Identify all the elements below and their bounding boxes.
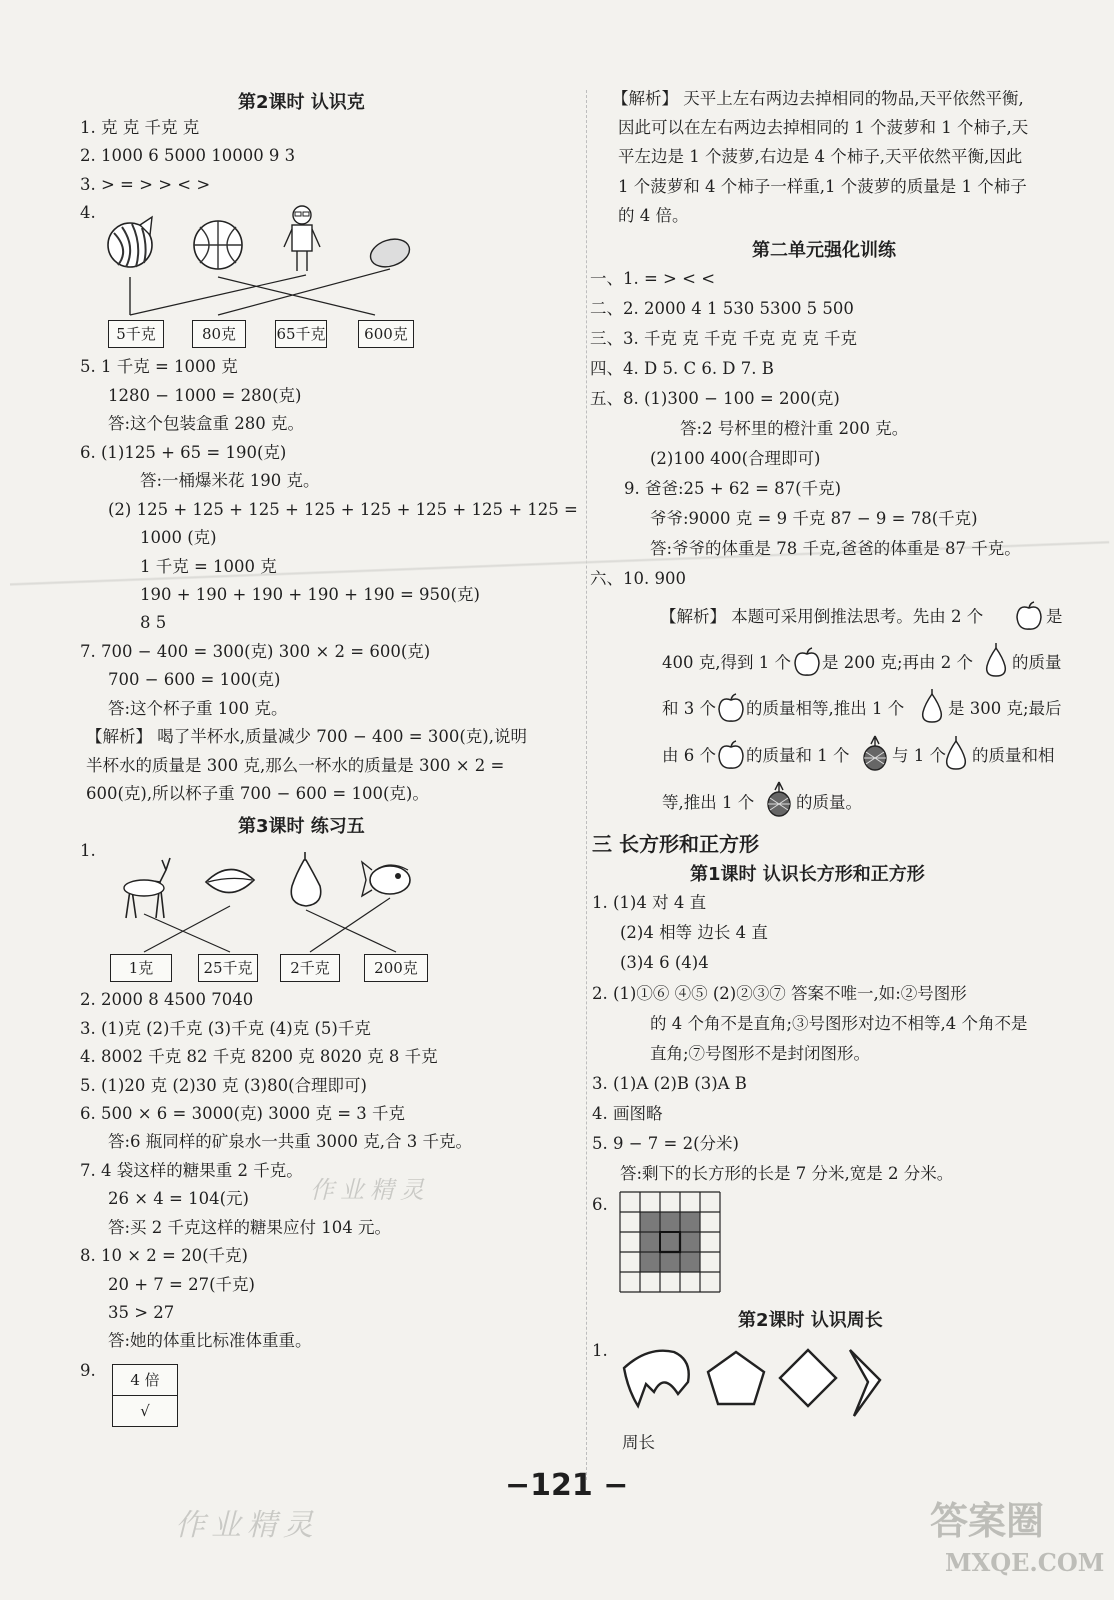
answer-line: 四、4. D 5. C 6. D 7. B xyxy=(590,359,774,378)
answer-line: 答:爷爷的体重是 78 千克,爸爸的体重是 87 千克。 xyxy=(650,539,1021,558)
leaf-shape-icon xyxy=(624,1351,689,1406)
weight-box: 25千克 xyxy=(198,954,258,982)
answer-table-cell: 4 倍 xyxy=(112,1364,178,1395)
goat-icon xyxy=(124,858,170,918)
answer-line: 2. 1000 6 5000 10000 9 3 xyxy=(80,146,296,165)
egg-icon xyxy=(367,234,413,271)
answer-line: 爷爷:9000 克 = 9 千克 87 − 9 = 78(千克) xyxy=(650,509,978,528)
answer-line: 3. (1)克 (2)千克 (3)千克 (4)克 (5)千克 xyxy=(80,1019,371,1038)
watermark-logo: 答案圈 xyxy=(930,1498,1045,1543)
perimeter-shapes xyxy=(618,1344,898,1424)
answer-line: 35 > 27 xyxy=(108,1303,175,1322)
answer-line: 4. xyxy=(80,203,96,222)
analysis-line: 的质量和相 xyxy=(972,746,1055,765)
diamond-icon xyxy=(780,1350,836,1406)
analysis-line: 【解析】 天平上左右两边去掉相同的物品,天平依然平衡, xyxy=(612,89,1024,108)
arrow-shape-icon xyxy=(850,1350,880,1416)
answer-line: 2. (1)①⑥ ④⑤ (2)②③⑦ 答案不唯一,如:②号图形 xyxy=(592,984,967,1003)
answer-line: 20 + 7 = 27(千克) xyxy=(108,1275,255,1294)
analysis-line: 和 3 个 xyxy=(662,699,716,718)
weight-box: 1克 xyxy=(110,954,172,982)
pineapple-icon xyxy=(764,780,794,818)
analysis-line: 因此可以在左右两边去掉相同的 1 个菠萝和 1 个柿子,天 xyxy=(618,118,1029,137)
answer-line: 700 − 600 = 100(克) xyxy=(108,670,281,689)
analysis-line: 是 300 克;最后 xyxy=(948,699,1062,718)
answer-line: 7. 700 − 400 = 300(克) 300 × 2 = 600(克) xyxy=(80,642,431,661)
leaf-icon xyxy=(206,869,254,892)
answer-line: 答:一桶爆米花 190 克。 xyxy=(140,471,320,490)
answer-line: 三、3. 千克 克 千克 千克 克 克 千克 xyxy=(590,329,857,348)
answer-line: 3. > = > > < > xyxy=(80,175,211,194)
analysis-line: 400 克,得到 1 个 xyxy=(662,653,791,672)
answer-line: 6. (1)125 + 65 = 190(克) xyxy=(80,443,287,462)
analysis-line: 是 xyxy=(1046,607,1063,626)
answer-line: 二、2. 2000 4 1 530 5300 5 500 xyxy=(590,299,854,318)
analysis-line: 平左边是 1 个菠萝,右边是 4 个柿子,天平依然平衡,因此 xyxy=(618,147,1023,166)
pear-icon xyxy=(942,735,970,771)
answer-line: 4. 画图略 xyxy=(592,1104,663,1123)
analysis-line: 的质量。 xyxy=(796,793,862,812)
apple-icon xyxy=(792,646,822,678)
column-divider xyxy=(586,90,587,1480)
pear-icon xyxy=(918,688,946,724)
analysis-line: 的质量相等,推出 1 个 xyxy=(746,699,905,718)
answer-line: 答:买 2 千克这样的糖果应付 104 元。 xyxy=(108,1218,392,1237)
weight-box: 80克 xyxy=(192,320,246,348)
analysis-line: 的质量 xyxy=(1012,653,1062,672)
watermelon-icon xyxy=(108,217,152,267)
answer-line: 1280 − 1000 = 280(克) xyxy=(108,386,302,405)
analysis-line: 【解析】 喝了半杯水,质量减少 700 − 400 = 300(克),说明 xyxy=(86,727,527,746)
answer-line: 5. 1 千克 = 1000 克 xyxy=(80,357,238,376)
answer-line: 1 千克 = 1000 克 xyxy=(140,557,277,576)
analysis-line: 1 个菠萝和 4 个柿子一样重,1 个菠萝的质量是 1 个柿子 xyxy=(618,177,1027,196)
pineapple-icon xyxy=(860,734,890,772)
answer-line: 26 × 4 = 104(元) xyxy=(108,1189,249,1208)
weight-box: 65千克 xyxy=(275,320,327,348)
answer-line: 答:这个包装盒重 280 克。 xyxy=(108,414,305,433)
answer-line: 190 + 190 + 190 + 190 + 190 = 950(克) xyxy=(140,585,480,604)
basketball-icon xyxy=(194,221,242,269)
chapter-title: 三 长方形和正方形 xyxy=(592,832,759,856)
apple-icon xyxy=(716,739,746,771)
weight-box: 2千克 xyxy=(280,954,340,982)
analysis-line: 【解析】 本题可采用倒推法思考。先由 2 个 xyxy=(660,607,984,626)
unit-review-title: 第二单元强化训练 xyxy=(752,240,896,261)
analysis-line: 等,推出 1 个 xyxy=(662,793,755,812)
lesson-title-perimeter: 第2课时 认识周长 xyxy=(738,1310,883,1331)
answer-line: 1. xyxy=(80,841,96,860)
analysis-line: 是 200 克;再由 2 个 xyxy=(822,653,974,672)
boy-icon xyxy=(284,206,320,271)
answer-line: 2. 2000 8 4500 7040 xyxy=(80,990,254,1009)
lesson-title-3: 第3课时 练习五 xyxy=(238,816,365,837)
answer-line: 5. 9 − 7 = 2(分米) xyxy=(592,1134,739,1153)
lesson-title-rect: 第1课时 认识长方形和正方形 xyxy=(690,864,925,885)
answer-line: 直角;⑦号图形不是封闭图形。 xyxy=(650,1044,871,1063)
answer-line: 8 5 xyxy=(140,613,167,632)
grid-figure xyxy=(620,1192,724,1296)
answer-line: 答:她的体重比标准体重重。 xyxy=(108,1331,312,1350)
answer-line: 答:6 瓶同样的矿泉水一共重 3000 克,合 3 千克。 xyxy=(108,1132,473,1151)
answer-line: 周长 xyxy=(622,1433,655,1452)
answer-line: 答:剩下的长方形的长是 7 分米,宽是 2 分米。 xyxy=(620,1164,954,1183)
answer-line: 1. (1)4 对 4 直 xyxy=(592,893,707,912)
answer-line: 8. 10 × 2 = 20(千克) xyxy=(80,1246,248,1265)
answer-line: 一、1. = > < < xyxy=(590,269,716,288)
analysis-line: 600(克),所以杯子重 700 − 600 = 100(克)。 xyxy=(86,784,429,803)
weight-box: 200克 xyxy=(364,954,428,982)
watermark: 作业精灵 xyxy=(175,1508,319,1543)
lesson-title-2: 第2课时 认识克 xyxy=(238,92,365,113)
analysis-line: 的 4 倍。 xyxy=(618,206,689,225)
answer-line: 1. 克 克 千克 克 xyxy=(80,118,200,137)
answer-line: 五、8. (1)300 − 100 = 200(克) xyxy=(590,389,840,408)
pentagon-icon xyxy=(708,1352,764,1404)
answer-line: 6. xyxy=(592,1195,608,1214)
pear-icon xyxy=(291,852,320,906)
answer-line: (3)4 6 (4)4 xyxy=(620,953,709,972)
answer-line: 3. (1)A (2)B (3)A B xyxy=(592,1074,747,1093)
analysis-line: 由 6 个 xyxy=(662,746,716,765)
goldfish-icon xyxy=(362,862,410,896)
answer-line: 答:这个杯子重 100 克。 xyxy=(108,699,288,718)
apple-icon xyxy=(1014,600,1044,632)
watermark: 作业精灵 xyxy=(310,1176,430,1204)
analysis-line: 与 1 个 xyxy=(892,746,946,765)
answer-line: 答:2 号杯里的橙汁重 200 克。 xyxy=(680,419,909,438)
answer-line: (2)4 相等 边长 4 直 xyxy=(620,923,768,942)
analysis-line: 半杯水的质量是 300 克,那么一杯水的质量是 300 × 2 = xyxy=(86,756,505,775)
page-number: −121 − xyxy=(505,1468,629,1503)
weight-box: 600克 xyxy=(358,320,414,348)
answer-line: (2) 125 + 125 + 125 + 125 + 125 + 125 + 125 + 125 = xyxy=(108,500,578,519)
answer-line: 5. (1)20 克 (2)30 克 (3)80(合理即可) xyxy=(80,1076,367,1095)
answer-line: 1000 (克) xyxy=(140,528,217,547)
answer-line: 6. 500 × 6 = 3000(克) 3000 克 = 3 千克 xyxy=(80,1104,406,1123)
answer-line: 9. 爸爸:25 + 62 = 87(千克) xyxy=(624,479,842,498)
answer-line: (2)100 400(合理即可) xyxy=(650,449,821,468)
pear-icon xyxy=(982,642,1010,678)
answer-line: 的 4 个角不是直角;③号图形对边不相等,4 个角不是 xyxy=(650,1014,1028,1033)
answer-line: 4. 8002 千克 82 千克 8200 克 8020 克 8 千克 xyxy=(80,1047,438,1066)
watermark-url: MXQE.COM xyxy=(945,1548,1105,1577)
answer-line: 9. xyxy=(80,1361,96,1380)
answer-line: 六、10. 900 xyxy=(590,569,686,588)
answer-line: 1. xyxy=(592,1341,608,1360)
matching-figure-practice xyxy=(100,840,430,960)
weight-box: 5千克 xyxy=(108,320,164,348)
analysis-line: 的质量和 1 个 xyxy=(746,746,850,765)
answer-table-cell: √ xyxy=(112,1395,178,1427)
answer-line: 7. 4 袋这样的糖果重 2 千克。 xyxy=(80,1161,303,1180)
apple-icon xyxy=(716,692,746,724)
